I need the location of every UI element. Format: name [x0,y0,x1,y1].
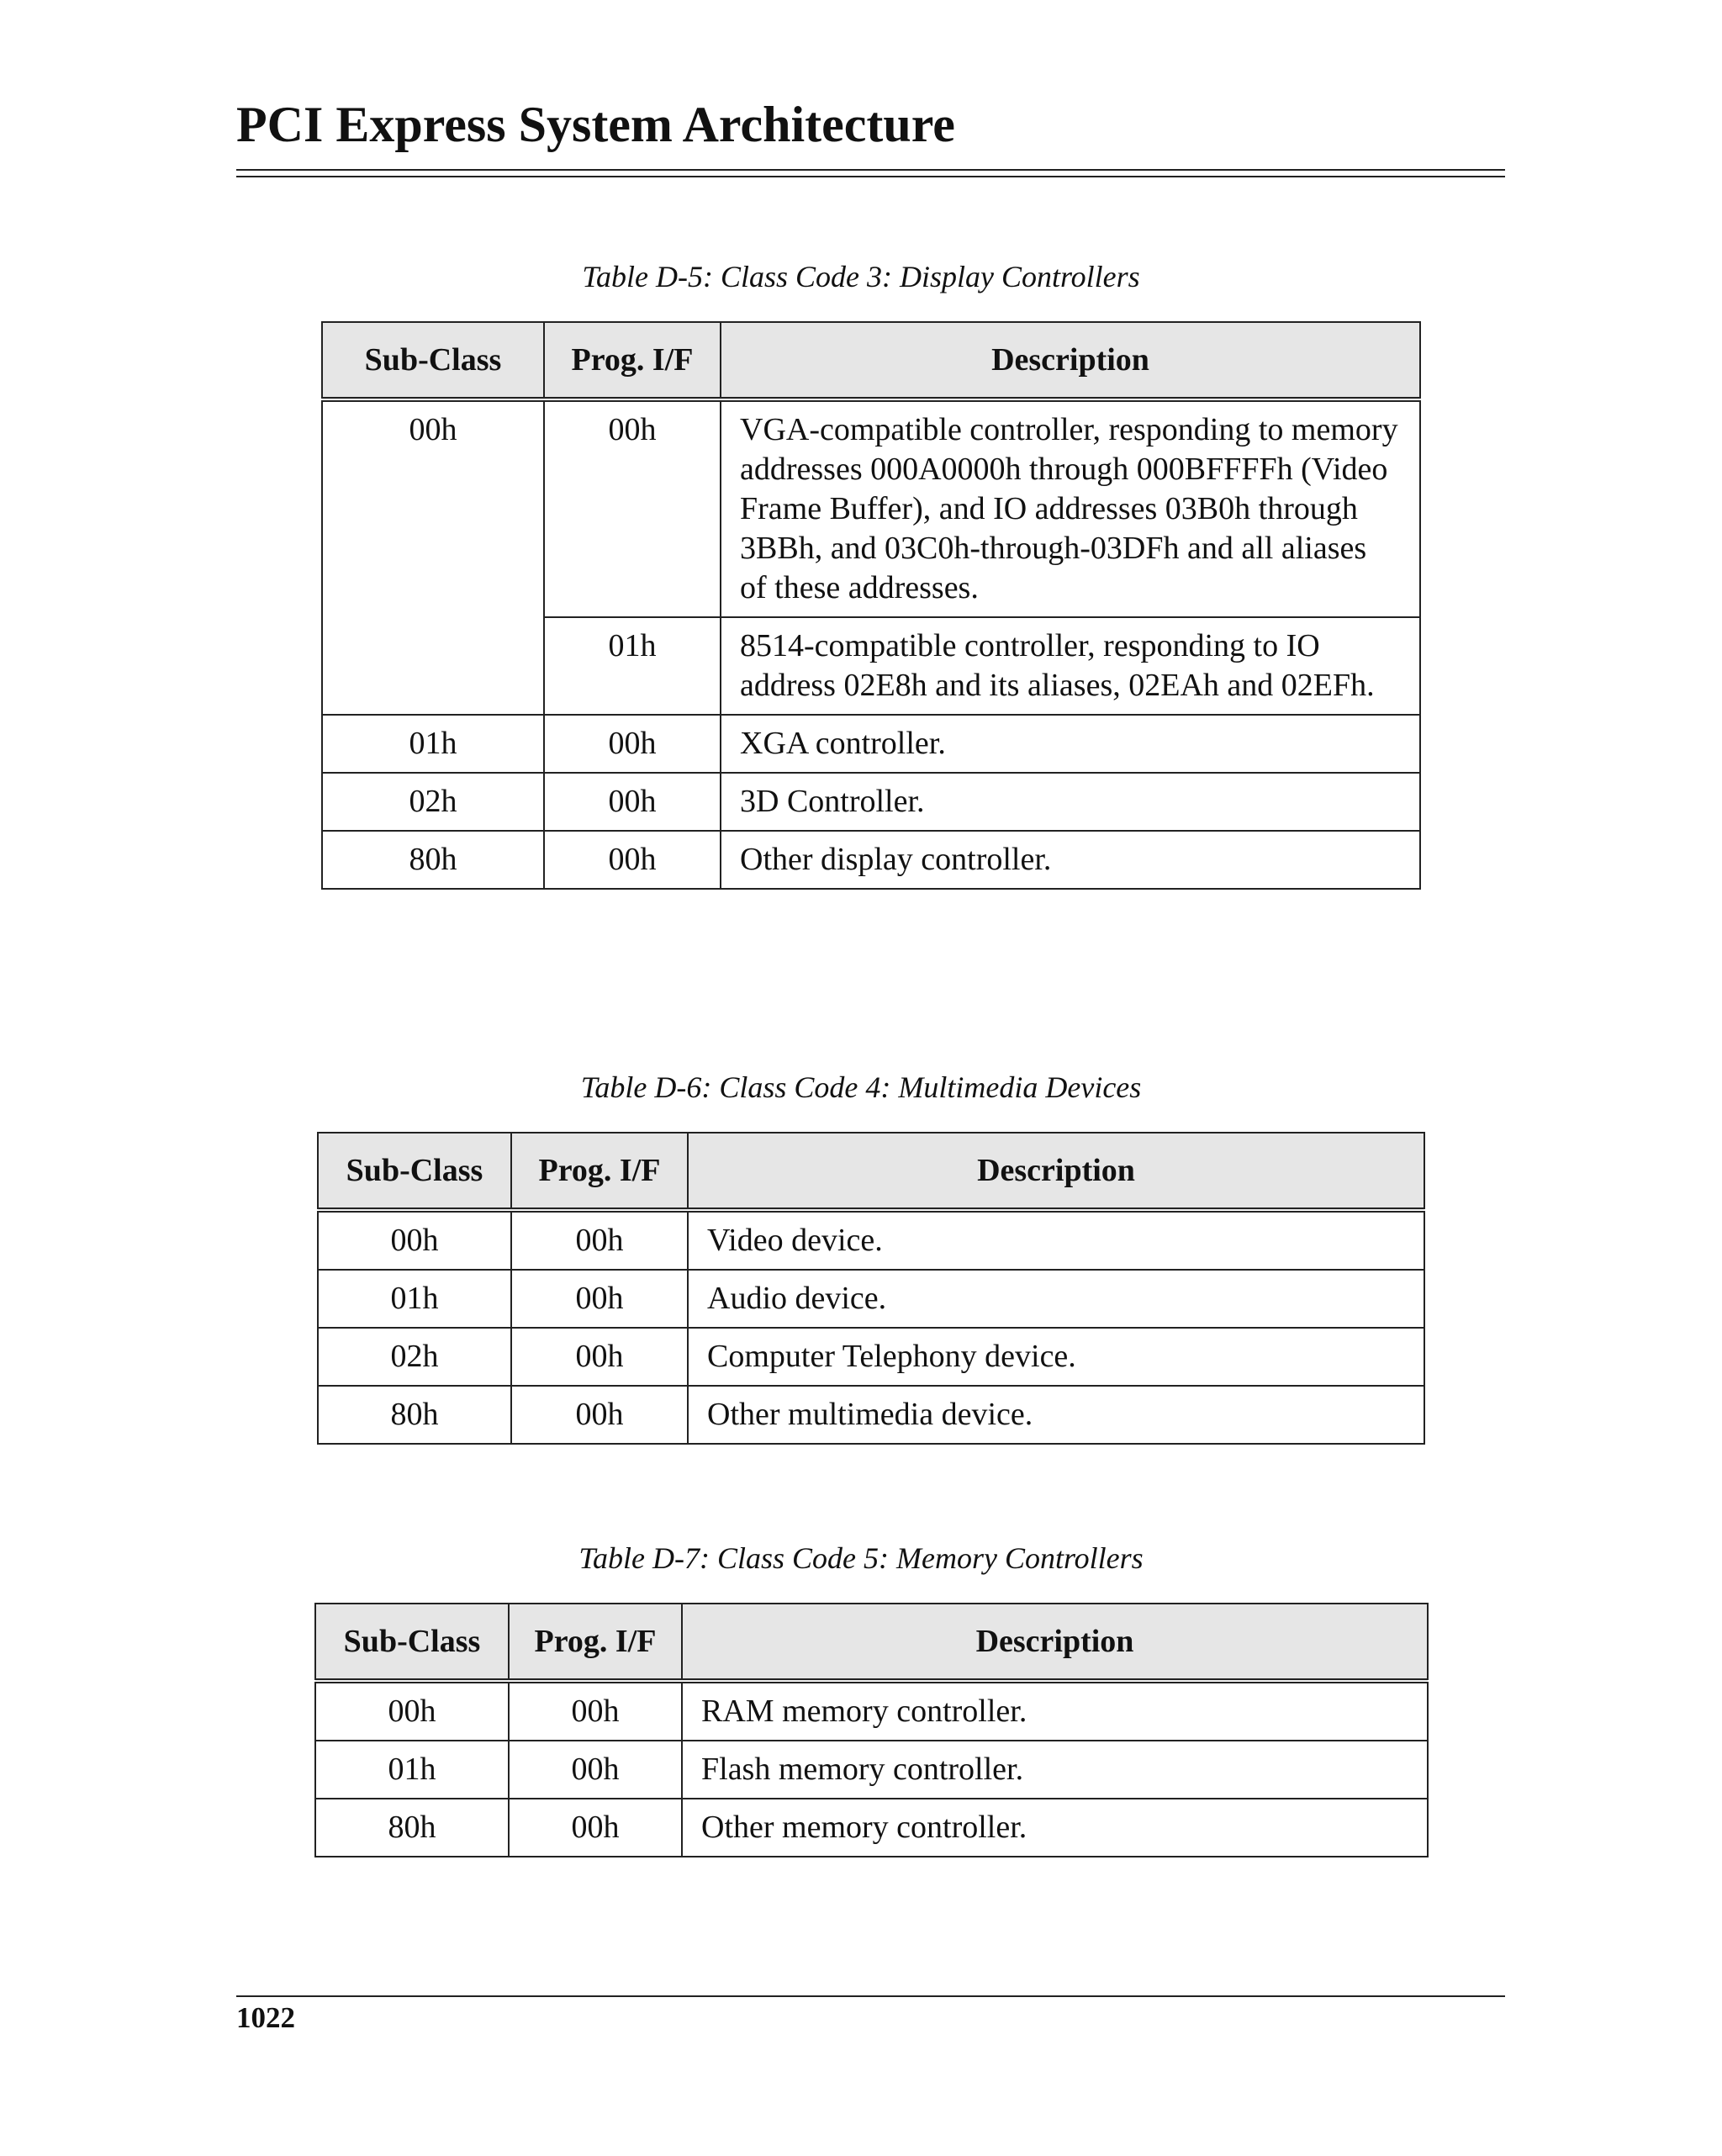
sub-class-cell: 00h [318,1210,511,1270]
column-header-sub-class: Sub-Class [318,1133,511,1210]
prog-if-cell: 00h [511,1210,688,1270]
description-cell: 3D Controller. [721,773,1420,831]
description-cell: Other display controller. [721,831,1420,889]
table-d7 [314,1603,1429,1857]
sub-class-cell: 80h [318,1386,511,1444]
table-row [318,1270,1424,1328]
prog-if-cell: 00h [511,1270,688,1328]
footer-rule [236,1995,1505,1997]
table-row [315,1799,1428,1857]
prog-if-cell: 00h [511,1328,688,1386]
prog-if-cell: 01h [544,617,721,715]
table-row [322,773,1420,831]
column-header-description: Description [682,1604,1428,1681]
description-cell: VGA-compatible controller, responding to memory addresses 000A0000h through 000BFFFFh (Video Frame Buffer), and IO addresses 03B0h through 3BBh, and 03C0h-through-03DFh and all aliases of these addresses. [721,399,1420,617]
column-header-prog-if: Prog. I/F [511,1133,688,1210]
sub-class-cell: 02h [318,1328,511,1386]
sub-class-cell: 00h [322,399,544,715]
table-row [322,715,1420,773]
column-header-prog-if: Prog. I/F [509,1604,682,1681]
prog-if-cell: 00h [544,773,721,831]
column-header-prog-if: Prog. I/F [544,322,721,399]
sub-class-cell: 02h [322,773,544,831]
column-header-sub-class: Sub-Class [322,322,544,399]
sub-class-cell: 80h [322,831,544,889]
description-cell: Computer Telephony device. [688,1328,1424,1386]
sub-class-cell: 00h [315,1681,509,1741]
description-cell: Other memory controller. [682,1799,1428,1857]
table-d6-caption: Table D-6: Class Code 4: Multimedia Devices [580,1070,1142,1104]
table-row [318,1386,1424,1444]
table-row [315,1741,1428,1799]
page-title: PCI Express System Architecture [236,97,955,152]
description-cell: 8514-compatible controller, responding to IO address 02E8h and its aliases, 02EAh and 02EFh. [721,617,1420,715]
table-row [322,831,1420,889]
description-cell: Audio device. [688,1270,1424,1328]
column-header-sub-class: Sub-Class [315,1604,509,1681]
prog-if-cell: 00h [544,831,721,889]
table-row [322,399,1420,617]
table-d5-caption: Table D-5: Class Code 3: Display Controllers [582,260,1140,293]
column-header-description: Description [721,322,1420,399]
prog-if-cell: 00h [509,1799,682,1857]
description-cell: Video device. [688,1210,1424,1270]
description-cell: Flash memory controller. [682,1741,1428,1799]
table-d6 [317,1132,1425,1445]
header-rule [236,169,1505,177]
description-cell: RAM memory controller. [682,1681,1428,1741]
description-cell: XGA controller. [721,715,1420,773]
prog-if-cell: 00h [544,399,721,617]
table-d5 [321,321,1421,890]
prog-if-cell: 00h [544,715,721,773]
column-header-description: Description [688,1133,1424,1210]
prog-if-cell: 00h [509,1741,682,1799]
description-cell: Other multimedia device. [688,1386,1424,1444]
table-row [318,1210,1424,1270]
prog-if-cell: 00h [509,1681,682,1741]
table-row [318,1328,1424,1386]
table-row [315,1681,1428,1741]
prog-if-cell: 00h [511,1386,688,1444]
sub-class-cell: 01h [315,1741,509,1799]
sub-class-cell: 80h [315,1799,509,1857]
sub-class-cell: 01h [322,715,544,773]
table-d7-caption: Table D-7: Class Code 5: Memory Controllers [578,1541,1144,1575]
page-number: 1022 [236,2001,295,2034]
sub-class-cell: 01h [318,1270,511,1328]
